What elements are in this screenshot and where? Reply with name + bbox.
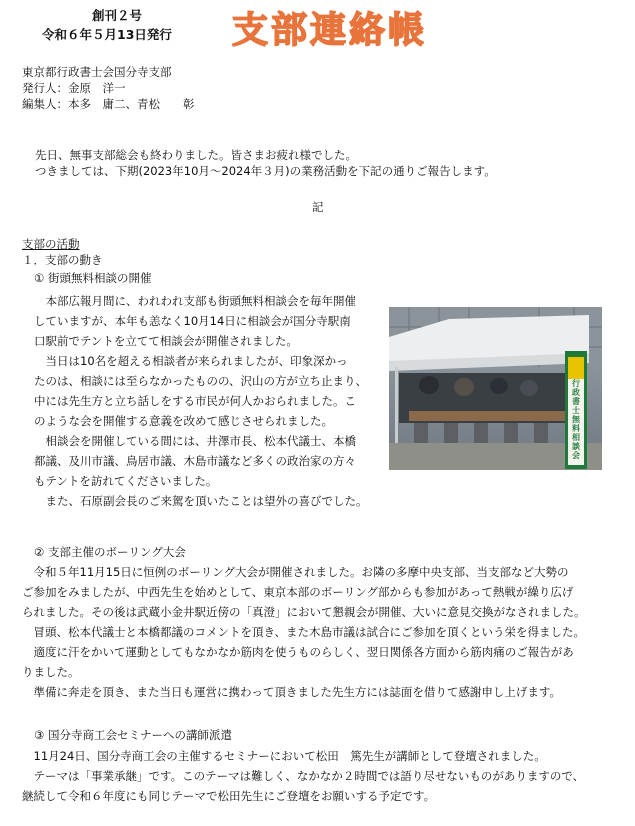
intro-line-2: つきましては、下期(2023年10月～2024年３月)の業務活動を下記の通りご報告します。 <box>35 164 496 178</box>
item-3-line: 継続して令和６年度にも同じテーマで松田先生にご登壇をお願いする予定です。 <box>22 789 436 803</box>
item-2-line: 令和５年11月15日に恒例のボーリング大会が開催されました。お隣の多摩中央支部、当支部など大勢の <box>22 565 569 579</box>
item-1-line: 本部広報月間に、われわれ支部も街頭無料相談会を毎年開催 <box>34 294 356 308</box>
item-3-title: ③ 国分寺商工会セミナーへの講師派遣 <box>34 728 232 742</box>
item-2-line: 適度に汗をかいて運動としてもなかなか筋肉を使うものらしく、翌日関係各方面から筋肉痛のご報告があ <box>22 645 574 659</box>
consultation-tent-photo <box>389 307 602 470</box>
item-1-line: もテントを訪れてくださいました。 <box>34 474 218 488</box>
item-2-line: りました。 <box>22 665 80 679</box>
issue-number: 創刊２号 <box>92 8 143 23</box>
item-2-line: 冒頭、松本代議士と本橋都議のコメントを頂き、また木島市議は試合にご参加を頂くという栄を得ました。 <box>22 625 586 639</box>
item-1-line: 中には先生方と立ち話しをする市民が何人かおられました。こ <box>34 394 356 408</box>
issue-date: 令和６年５月13日発行 <box>42 27 172 42</box>
item-1-line: たのは、相談には至らなかったものの、沢山の方が立ち止まり、 <box>34 374 368 388</box>
activities-heading: 支部の活動 <box>22 237 80 251</box>
publisher-editors: 編集人：本多 庸二、青松 彰 <box>22 97 195 111</box>
banner-text: 行政書士無料相談会 <box>572 379 580 460</box>
intro-line-1: 先日、無事支部総会も終わりました。皆さまお疲れ様でした。 <box>35 148 357 162</box>
item-1-line: していますが、本年も恙なく10月14日に相談会が国分寺駅南 <box>34 314 351 328</box>
item-1-line: 相談会を開催している間には、井澤市長、松本代議士、本橋 <box>34 434 356 448</box>
item-1-line: のような会を開催する意義を改めて感じさせられました。 <box>34 414 333 428</box>
item-2-line: 準備に奔走を頂き、また当日も運営に携わって頂きました先生方には誌面を借りて感謝申し上げます。 <box>22 685 561 699</box>
item-2-line: られました。その後は武蔵小金井駅近傍の「真澄」において懇親会が開催、大いに意見交換がなされました。 <box>22 605 586 619</box>
item-3-body <box>22 746 622 806</box>
item-3-line: 11月24日、国分寺商工会の主催するセミナーにおいて松田 篤先生が講師として登壇されました。 <box>22 749 546 763</box>
item-2-line: ご参加をみましたが、中西先生を始めとして、東京本部のボーリング部からも参加があって熱戦が繰り広げ <box>22 585 574 599</box>
ki-marker: 記 <box>312 200 324 214</box>
newsletter-title: 支部連絡帳 <box>232 10 428 51</box>
item-2-title: ② 支部主催のボーリング大会 <box>34 545 186 559</box>
item-1-body <box>34 291 384 511</box>
item-1-line: 口駅前でテントを立てて相談会が開催されました。 <box>34 334 298 348</box>
item-3-line: テーマは「事業承継」です。このテーマは難しく、なかなか２時間では語り尽せないものがありますので、 <box>22 769 585 783</box>
item-1-line: 当日は10名を超える相談者が来られましたが、印象深かっ <box>34 354 348 368</box>
item-1-title: ① 街頭無料相談の開催 <box>34 271 152 285</box>
publisher-issuer: 発行人：金原 洋一 <box>22 81 126 95</box>
section-1-heading: １．支部の動き <box>22 253 103 267</box>
item-1-line: また、石原副会長のご来駕を頂いたことは望外の喜びでした。 <box>34 494 368 508</box>
item-1-line: 都議、及川市議、鳥居市議、木島市議など多くの政治家の方々 <box>34 454 356 468</box>
item-2-body <box>22 562 622 702</box>
publisher-org: 東京都行政書士会国分寺支部 <box>22 65 172 79</box>
